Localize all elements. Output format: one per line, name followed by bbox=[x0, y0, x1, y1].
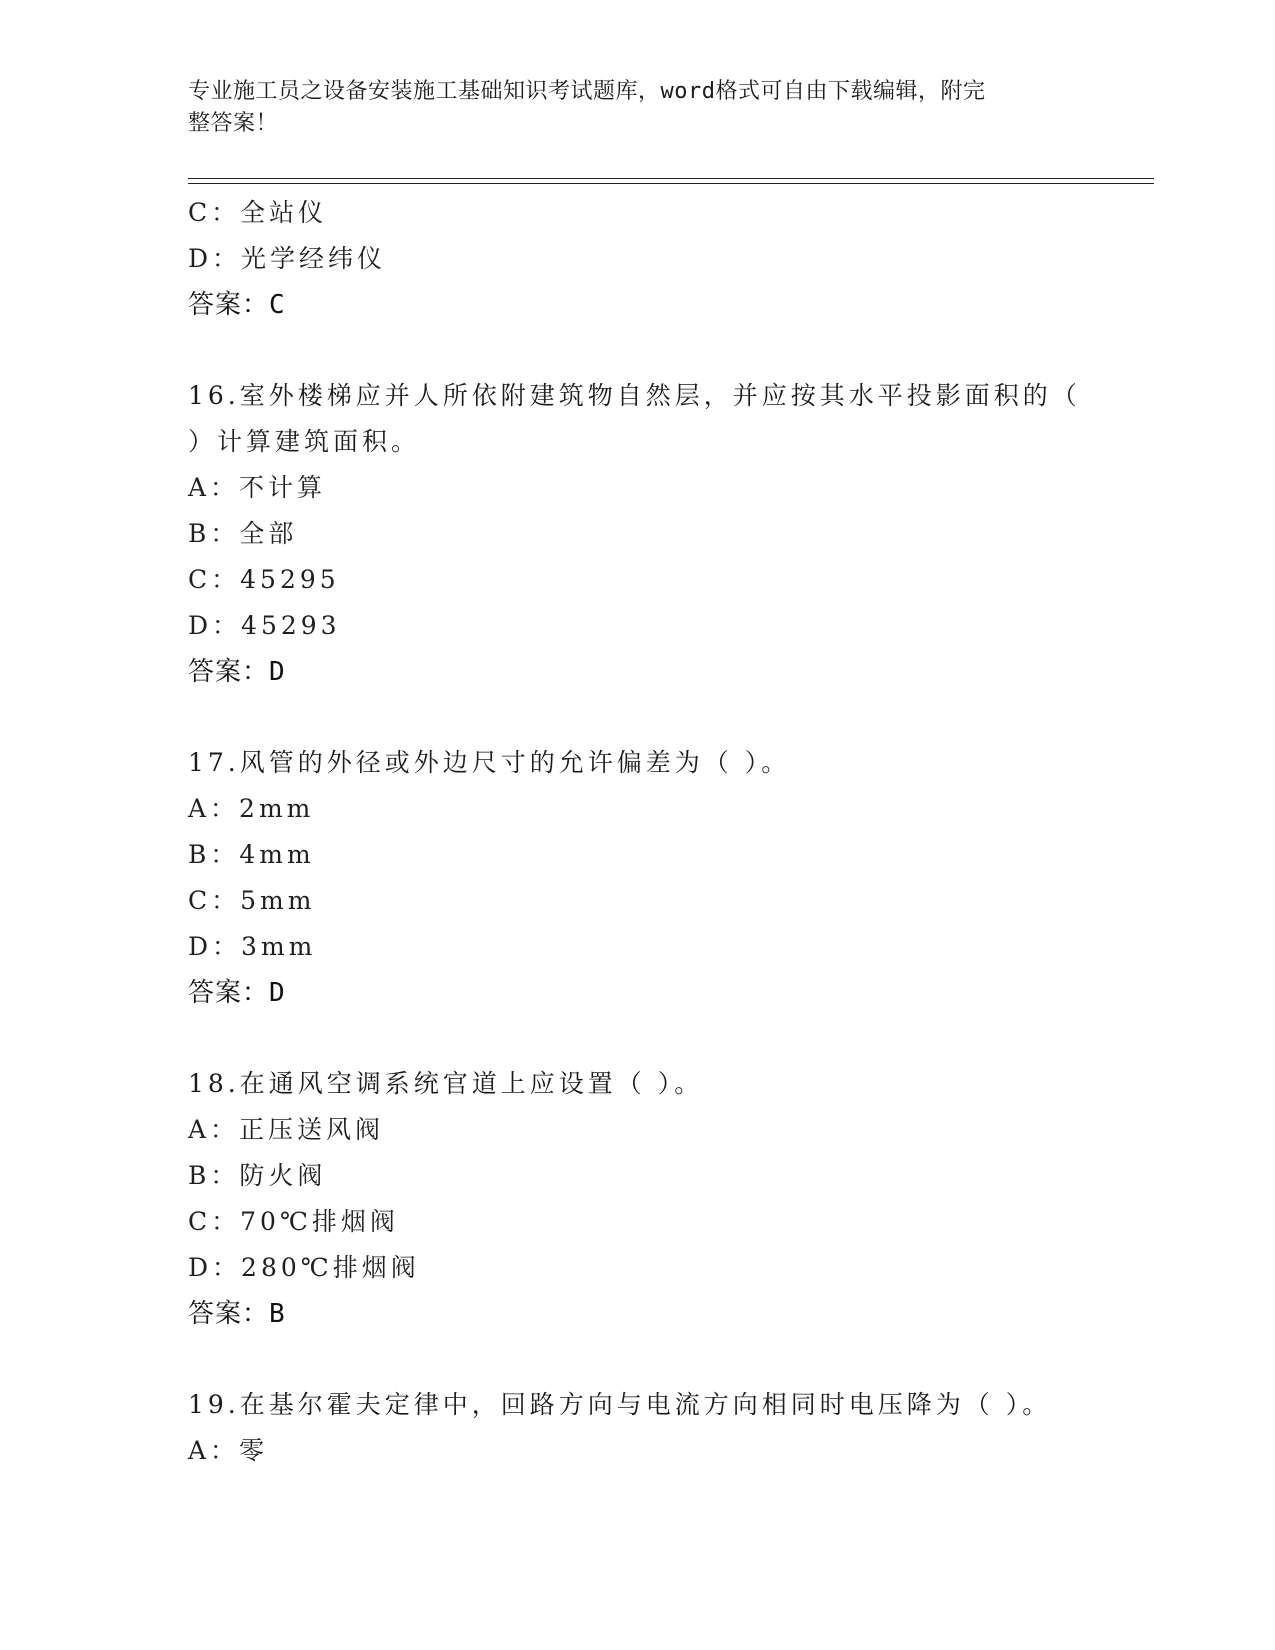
question-text-continued: ）计算建筑面积。 bbox=[188, 427, 421, 456]
answer-line: 答案：C bbox=[188, 290, 286, 320]
answer-line: 答案：D bbox=[188, 657, 286, 687]
answer-line: 答案：B bbox=[188, 1299, 286, 1329]
option-c: C：45295 bbox=[188, 565, 340, 594]
question-text: 19.在基尔霍夫定律中，回路方向与电流方向相同时电压降为（ ）。 bbox=[188, 1390, 1052, 1419]
answer-line: 答案：D bbox=[188, 978, 286, 1008]
header-divider-bottom bbox=[188, 183, 1154, 184]
question-content bbox=[188, 190, 1138, 1474]
question-text: 17.风管的外径或外边尺寸的允许偏差为（ ）。 bbox=[188, 748, 791, 777]
question-16 bbox=[188, 373, 1138, 695]
option-d: D：45293 bbox=[188, 611, 341, 640]
header-divider-top bbox=[188, 178, 1154, 179]
option-d: D：3mm bbox=[188, 932, 317, 961]
option-c: C：全站仪 bbox=[188, 198, 328, 227]
header-line-2: 整答案！ bbox=[188, 111, 279, 136]
option-d: D：光学经纬仪 bbox=[188, 244, 387, 273]
question-18 bbox=[188, 1061, 1138, 1337]
option-b: B：全部 bbox=[188, 519, 298, 548]
option-c: C：70℃排烟阀 bbox=[188, 1207, 399, 1236]
question-17 bbox=[188, 740, 1138, 1016]
option-a: A：零 bbox=[188, 1436, 269, 1465]
option-c: C：5mm bbox=[188, 886, 316, 915]
option-b: B：4mm bbox=[188, 840, 315, 869]
option-a: A：2mm bbox=[188, 794, 315, 823]
question-19 bbox=[188, 1382, 1138, 1474]
option-a: A：正压送风阀 bbox=[188, 1115, 385, 1144]
option-a: A：不计算 bbox=[188, 473, 327, 502]
question-text: 18.在通风空调系统官道上应设置（ ）。 bbox=[188, 1069, 704, 1098]
option-b: B：防火阀 bbox=[188, 1161, 327, 1190]
option-d: D：280℃排烟阀 bbox=[188, 1253, 420, 1282]
document-header bbox=[188, 76, 1068, 140]
header-line-1: 专业施工员之设备安装施工基础知识考试题库，word格式可自由下载编辑，附完 bbox=[188, 79, 986, 104]
question-text: 16.室外楼梯应并人所依附建筑物自然层，并应按其水平投影面积的（ bbox=[188, 381, 1081, 410]
